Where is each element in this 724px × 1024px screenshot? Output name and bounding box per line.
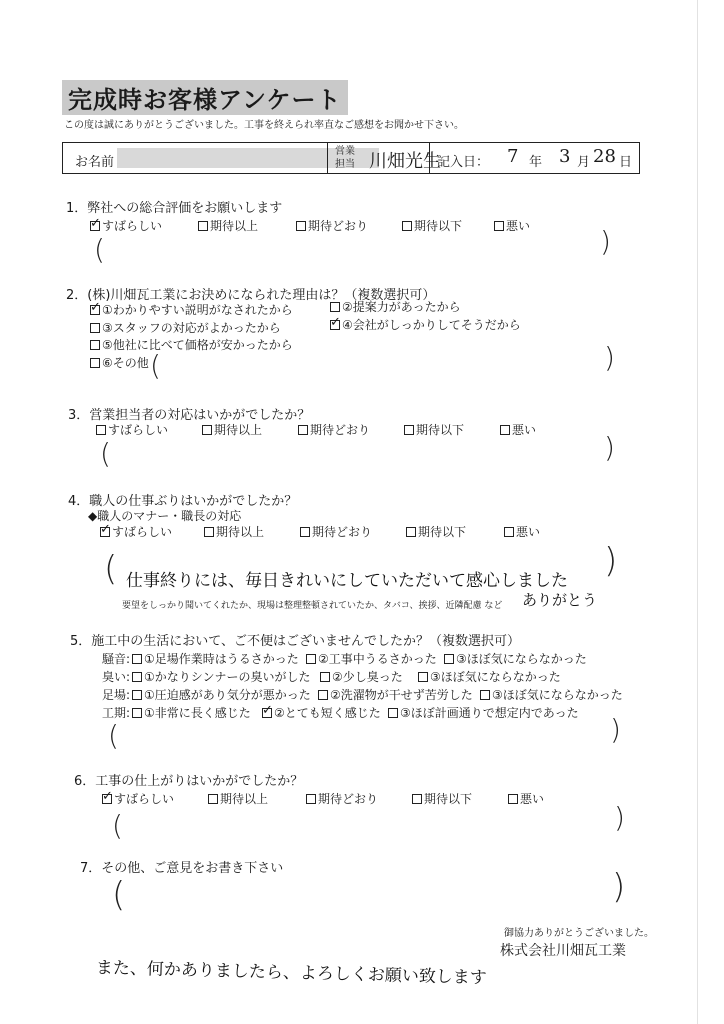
q5-smell-option-3[interactable]: ③ほぼ気にならなかった — [418, 668, 561, 685]
comment-bracket-close: ) — [610, 713, 621, 746]
q4-option-2[interactable]: 期待以上 — [204, 523, 264, 540]
q3-option-1[interactable]: すばらしい — [96, 421, 168, 438]
q6-option-4[interactable]: 期待以下 — [412, 790, 472, 807]
q5-period-option-2[interactable]: ✓ ②とても短く感じた — [262, 704, 381, 721]
comment-bracket-close: ) — [604, 541, 618, 581]
q5-scaffold-option-2[interactable]: ②洗濯物が干せず苦労した — [318, 686, 473, 703]
q5-row-noise-label: 騒音: — [102, 652, 131, 666]
q5-period-option-1[interactable]: ①非常に長く感じた — [132, 704, 251, 721]
q5-scaffold-option-1[interactable]: ①圧迫感があり気分が悪かった — [132, 686, 311, 703]
checkbox[interactable] — [508, 794, 518, 804]
checkbox[interactable] — [132, 708, 142, 718]
comment-bracket-open: ( — [150, 349, 161, 382]
checkbox[interactable] — [404, 425, 414, 435]
q4-option-5[interactable]: 悪い — [504, 523, 540, 540]
checkbox[interactable] — [90, 340, 100, 350]
q5-period-option-3[interactable]: ③ほぼ計画通りで想定内であった — [388, 704, 579, 721]
checkbox[interactable] — [406, 527, 416, 537]
comment-bracket-close: ) — [612, 867, 626, 907]
comment-bracket-open: ( — [112, 809, 123, 842]
q2-option-5[interactable]: ⑤他社に比べて価格が安かったから — [90, 336, 293, 353]
checkbox[interactable] — [132, 690, 142, 700]
q1-option-4[interactable]: 期待以下 — [402, 217, 462, 234]
date-day-value: 28 — [593, 146, 616, 167]
survey-title: 完成時お客様アンケート — [62, 80, 348, 115]
checkbox[interactable] — [202, 425, 212, 435]
checkbox[interactable] — [298, 425, 308, 435]
q5-row-smell-label: 臭い: — [102, 670, 131, 684]
comment-bracket-close: ) — [604, 431, 615, 464]
q5-row-period-label: 工期: — [102, 706, 131, 720]
q6-option-5[interactable]: 悪い — [508, 790, 544, 807]
q1-option-3[interactable]: 期待どおり — [296, 217, 368, 234]
page-edge-line — [697, 0, 698, 1024]
divider — [429, 143, 430, 173]
checkbox[interactable] — [296, 221, 306, 231]
q5-smell-option-1[interactable]: ①かなりシンナーの臭いがした — [132, 668, 310, 685]
checkbox[interactable] — [330, 302, 340, 312]
date-day-unit: 日 — [619, 155, 633, 170]
checkbox[interactable] — [388, 708, 398, 718]
checkbox[interactable] — [504, 527, 514, 537]
q3-option-5[interactable]: 悪い — [500, 421, 536, 438]
checkbox[interactable] — [500, 425, 510, 435]
q6-option-3[interactable]: 期待どおり — [306, 790, 378, 807]
question-2: 2．(株)川畑瓦工業にお決めになられた理由は？（複数選択可） — [66, 288, 436, 303]
comment-bracket-open: ( — [100, 437, 111, 470]
company-name: 株式会社川畑瓦工業 — [500, 943, 626, 959]
checkbox[interactable] — [318, 690, 328, 700]
checkbox[interactable] — [480, 690, 490, 700]
checkbox[interactable] — [262, 708, 272, 718]
question-5: 5．施工中の生活において、ご不便はございませんでしたか？（複数選択可） — [70, 634, 521, 649]
q4-hint-handwritten: ありがとう — [522, 591, 598, 609]
checkbox[interactable] — [90, 221, 100, 231]
q3-option-3[interactable]: 期待どおり — [298, 421, 370, 438]
q4-handwritten-comment: 仕事終りには、毎日きれいにしていただいて感心しました — [126, 571, 568, 591]
comment-bracket-open: ( — [104, 549, 118, 589]
checkbox[interactable] — [204, 527, 214, 537]
q4-option-4[interactable]: 期待以下 — [406, 523, 466, 540]
q3-option-2[interactable]: 期待以上 — [202, 421, 262, 438]
checkbox[interactable] — [100, 527, 110, 537]
q5-noise-option-3[interactable]: ③ほぼ気にならなかった — [444, 650, 587, 667]
comment-bracket-close: ) — [600, 225, 611, 258]
checkbox[interactable] — [494, 221, 504, 231]
q1-option-2[interactable]: 期待以上 — [198, 217, 258, 234]
q4-sublabel: ◆職人のマナー・職長の対応 — [88, 509, 242, 523]
date-year-value: 7 — [507, 146, 519, 167]
checkbox[interactable] — [412, 794, 422, 804]
q2-option-6[interactable]: ⑥その他 — [90, 354, 149, 371]
q5-row-scaffold-label: 足場: — [102, 688, 131, 702]
q6-option-1[interactable]: ✓すばらしい — [102, 790, 174, 807]
q4-option-1[interactable]: ✓すばらしい — [100, 523, 172, 540]
q4-hint: 要望をしっかり聞いてくれたか、現場は整理整頓されていたか、タバコ、挨拶、近隣配慮 など — [122, 601, 503, 611]
checkbox[interactable] — [402, 221, 412, 231]
checkbox[interactable] — [306, 794, 316, 804]
comment-bracket-open: ( — [112, 875, 126, 915]
checkbox[interactable] — [90, 358, 100, 368]
q1-option-5[interactable]: 悪い — [494, 217, 530, 234]
checkbox[interactable] — [300, 527, 310, 537]
q5-noise-option-1[interactable]: ①足場作業時はうるさかった — [132, 650, 299, 667]
checkbox[interactable] — [96, 425, 106, 435]
name-label: お名前 — [75, 155, 115, 170]
survey-subtitle: この度は誠にありがとうございました。工事を終えられ率直なご感想をお聞かせ下さい。 — [64, 120, 464, 131]
q5-noise-option-2[interactable]: ②工事中うるさかった — [306, 650, 437, 667]
checkbox[interactable] — [208, 794, 218, 804]
comment-bracket-open: ( — [108, 719, 119, 752]
q2-option-4[interactable]: ✓ ④会社がしっかりしてそうだから — [330, 316, 521, 333]
rep-name: 川畑光生 — [369, 151, 441, 172]
q3-option-4[interactable]: 期待以下 — [404, 421, 464, 438]
question-7: 7．その他、ご意見をお書き下さい — [80, 861, 284, 876]
question-1: 1．弊社への総合評価をお願いします — [66, 201, 283, 216]
q1-option-1[interactable]: ✓すばらしい — [90, 217, 162, 234]
comment-bracket-close: ) — [604, 341, 615, 374]
q2-option-2[interactable]: ②提案力があったから — [330, 298, 461, 315]
checkbox[interactable] — [132, 654, 142, 664]
question-6: 6．工事の仕上がりはいかがでしたか？ — [74, 774, 304, 789]
customer-info-bar — [62, 142, 640, 174]
divider — [327, 143, 328, 173]
checkbox[interactable] — [90, 305, 100, 315]
thanks-note: 御協力ありがとうございました。 — [504, 928, 654, 939]
q5-scaffold-option-3[interactable]: ③ほぼ気にならなかった — [480, 686, 623, 703]
checkbox[interactable] — [198, 221, 208, 231]
q6-option-2[interactable]: 期待以上 — [208, 790, 268, 807]
checkbox[interactable] — [90, 323, 100, 333]
q4-option-3[interactable]: 期待どおり — [300, 523, 372, 540]
comment-bracket-open: ( — [94, 233, 105, 266]
q2-option-1[interactable]: ✓①わかりやすい説明がなされたから — [90, 301, 293, 318]
footer-handwritten-note: また、何かありましたら、よろしくお願い致します — [95, 958, 488, 989]
date-year-unit: 年 — [529, 155, 543, 170]
checkbox[interactable] — [418, 672, 428, 682]
rep-label: 営業 担当 — [335, 146, 355, 170]
question-3: 3．営業担当者の対応はいかがでしたか？ — [68, 408, 311, 423]
checkbox[interactable] — [320, 672, 330, 682]
date-month-unit: 月 — [577, 155, 591, 170]
checkbox[interactable] — [306, 654, 316, 664]
date-month-value: 3 — [559, 146, 571, 167]
checkbox[interactable] — [444, 654, 454, 664]
q2-option-3[interactable]: ③スタッフの対応がよかったから — [90, 319, 281, 336]
checkbox[interactable] — [330, 320, 340, 330]
q5-smell-option-2[interactable]: ②少し臭った — [320, 668, 403, 685]
checkbox[interactable] — [102, 794, 112, 804]
checkbox[interactable] — [132, 672, 142, 682]
question-4: 4．職人の仕事ぶりはいかがでしたか？ — [68, 494, 298, 509]
comment-bracket-close: ) — [614, 801, 625, 834]
date-label: 記入日： — [437, 155, 490, 170]
